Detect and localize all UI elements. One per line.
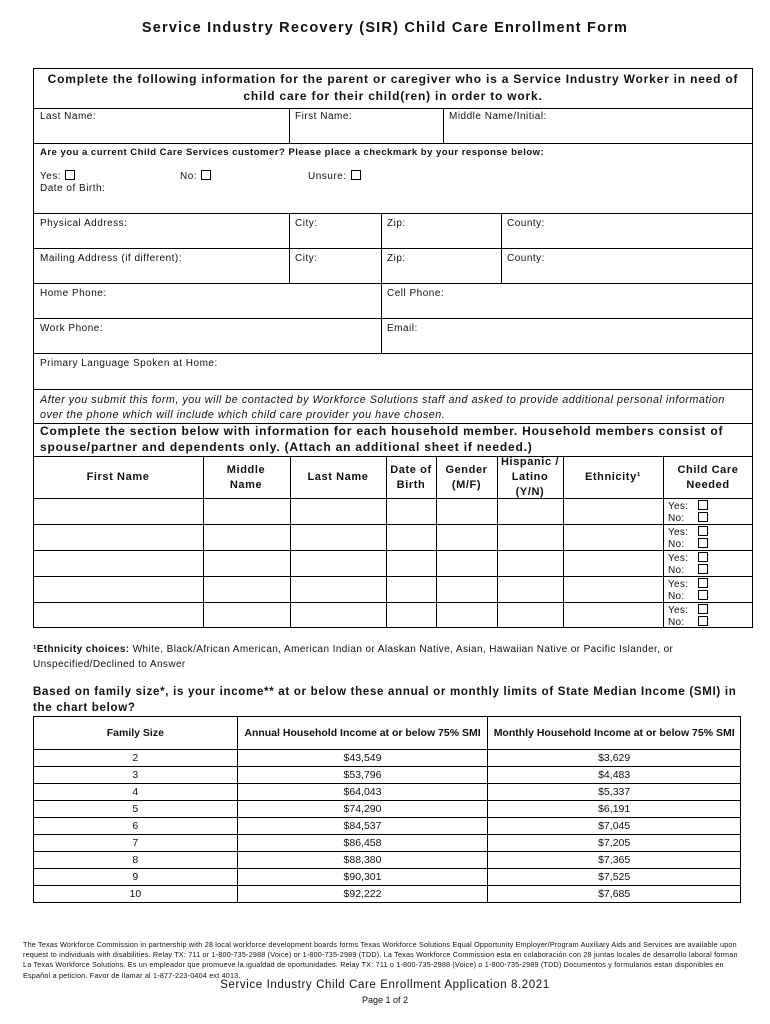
monthly-income-cell: $3,629	[488, 750, 741, 767]
child-care-yes-checkbox[interactable]	[698, 604, 708, 614]
customer-unsure-option[interactable]	[308, 170, 361, 182]
divider	[663, 456, 664, 628]
divider	[497, 456, 498, 628]
child-care-yes-option[interactable]	[668, 604, 708, 616]
col-child-care-needed: Child Care Needed	[677, 463, 739, 491]
col-date-of-birth: Date of Birth	[390, 463, 432, 491]
annual-income-cell: $43,549	[237, 750, 488, 767]
income-table-row	[34, 852, 741, 869]
household-instructions: Complete the section below with information for each household member. Household members consist of spouse/partner and dependents only. (Attach an additional sheet if needed.)	[40, 424, 724, 454]
primary-language-field[interactable]: Primary Language Spoken at Home:	[40, 358, 218, 369]
income-table-row	[34, 767, 741, 784]
income-table-row	[34, 784, 741, 801]
child-care-yes-option[interactable]	[668, 552, 708, 564]
child-care-no-option[interactable]	[668, 538, 708, 550]
family-size-cell: 5	[34, 801, 238, 818]
divider	[501, 213, 502, 283]
monthly-income-cell: $7,045	[488, 818, 741, 835]
child-care-no-option[interactable]	[668, 512, 708, 524]
ethnicity-note	[33, 642, 733, 672]
mailing-address-field[interactable]: Mailing Address (if different):	[40, 253, 183, 264]
mailing-city-field[interactable]: City:	[295, 253, 318, 264]
divider	[33, 524, 753, 525]
child-care-yes-option[interactable]	[668, 578, 708, 590]
monthly-income-cell: $7,365	[488, 852, 741, 869]
divider	[381, 283, 382, 353]
child-care-no-checkbox[interactable]	[698, 538, 708, 548]
footer-disclaimer: The Texas Workforce Commission in partnership with 28 local workforce development boards forms Texas Workforce Solutions Equal Opportunity Employer/Program Auxiliary Aids and Services are available upon request to individuals with disabilities. Relay TX: 711 or 1-800-735-2988 (Voice) or 1-800-735-2989 (TDD). La Texas Workforce Commission esta en colaboración con 28 juntas locales de desarrollo laboral forman La Texas Workforce Solutions. Es un empleador que promueve la igualdad de oportunidades. Relay TX: 711 o 1-800-735-2988 (Voice) o 1-800-735-2989 (TDD) Documentos y formularios estan disponibles en Español a peticion. Favor de llamar al 1-877-223-0404 ext 4013.	[23, 940, 738, 980]
child-care-no-option[interactable]	[668, 616, 708, 628]
family-size-cell: 4	[34, 784, 238, 801]
monthly-income-header: Monthly Household Income at or below 75% SMI	[488, 717, 741, 750]
email-field[interactable]: Email:	[387, 323, 418, 334]
income-table-row	[34, 869, 741, 886]
page-number: Page 1 of 2	[361, 995, 409, 1005]
home-phone-field[interactable]: Home Phone:	[40, 288, 107, 299]
divider	[33, 213, 753, 214]
family-size-cell: 6	[34, 818, 238, 835]
no-label: No:	[668, 617, 685, 628]
divider	[33, 353, 753, 354]
annual-income-cell: $88,380	[237, 852, 488, 869]
child-care-yes-option[interactable]	[668, 526, 708, 538]
work-phone-field[interactable]: Work Phone:	[40, 323, 104, 334]
child-care-no-option[interactable]	[668, 590, 708, 602]
child-care-yes-checkbox[interactable]	[698, 500, 708, 510]
income-question: Based on family size*, is your income** at or below these annual or monthly limits of State Median Income (SMI) in the chart below?	[33, 686, 737, 714]
family-size-cell: 2	[34, 750, 238, 767]
yes-label: Yes:	[668, 553, 689, 564]
col-middle-name: Middle Name	[226, 463, 266, 491]
child-care-yes-checkbox[interactable]	[698, 578, 708, 588]
applicant-intro: Complete the following information for the parent or caregiver who is a Service Industry Worker in need of child care for their child(ren) in order to work.	[47, 72, 739, 103]
divider	[33, 318, 753, 319]
form-identifier: Service Industry Child Care Enrollment Application 8.2021	[220, 979, 550, 991]
family-size-cell: 7	[34, 835, 238, 852]
child-care-no-option[interactable]	[668, 564, 708, 576]
mailing-county-field[interactable]: County:	[507, 253, 545, 264]
physical-address-field[interactable]: Physical Address:	[40, 218, 128, 229]
child-care-yes-checkbox[interactable]	[698, 526, 708, 536]
child-care-no-checkbox[interactable]	[698, 564, 708, 574]
income-table-row	[34, 750, 741, 767]
divider	[33, 283, 753, 284]
annual-income-cell: $84,537	[237, 818, 488, 835]
annual-income-cell: $90,301	[237, 869, 488, 886]
monthly-income-cell: $5,337	[488, 784, 741, 801]
child-care-no-checkbox[interactable]	[698, 590, 708, 600]
divider	[33, 248, 753, 249]
monthly-income-cell: $7,525	[488, 869, 741, 886]
cell-phone-field[interactable]: Cell Phone:	[387, 288, 445, 299]
last-name-field[interactable]: Last Name:	[40, 111, 97, 122]
family-size-cell: 9	[34, 869, 238, 886]
no-label: No:	[668, 513, 685, 524]
contact-note: After you submit this form, you will be contacted by Workforce Solutions staff and asked to provide additional personal information over the phone which will include which child care provider you have chosen.	[40, 394, 725, 421]
child-care-no-checkbox[interactable]	[698, 616, 708, 626]
annual-income-header: Annual Household Income at or below 75% SMI	[237, 717, 488, 750]
yes-label: Yes:	[40, 171, 62, 182]
no-label: No:	[668, 539, 685, 550]
no-label: No:	[668, 565, 685, 576]
middle-name-field[interactable]: Middle Name/Initial:	[449, 111, 547, 122]
no-label: No:	[668, 591, 685, 602]
divider	[33, 602, 753, 603]
customer-yes-option[interactable]	[40, 170, 75, 182]
yes-label: Yes:	[668, 579, 689, 590]
income-table-row	[34, 801, 741, 818]
ethnicity-note-label: ¹Ethnicity choices:	[33, 644, 130, 655]
divider	[33, 498, 753, 499]
yes-label: Yes:	[668, 501, 689, 512]
divider	[289, 108, 290, 143]
child-care-no-checkbox[interactable]	[698, 512, 708, 522]
monthly-income-cell: $4,483	[488, 767, 741, 784]
yes-label: Yes:	[668, 605, 689, 616]
ethnicity-note-text: White, Black/African American, American Indian or Alaskan Native, Asian, Hawaiian Native or Pacific Islander, or Unspecified/Declined to Answer	[33, 644, 674, 670]
monthly-income-cell: $7,205	[488, 835, 741, 852]
divider	[33, 389, 753, 390]
family-size-cell: 3	[34, 767, 238, 784]
divider	[563, 456, 564, 628]
no-label: No:	[180, 171, 198, 182]
divider	[386, 456, 387, 628]
col-hispanic: Hispanic / Latino (Y/N)	[501, 456, 559, 498]
annual-income-cell: $53,796	[237, 767, 488, 784]
divider	[33, 108, 753, 109]
divider	[33, 143, 753, 144]
income-table-header	[34, 717, 741, 750]
customer-question: Are you a current Child Care Services customer? Please place a checkmark by your response below:	[40, 147, 545, 158]
annual-income-cell: $92,222	[237, 886, 488, 903]
monthly-income-cell: $7,685	[488, 886, 741, 903]
monthly-income-cell: $6,191	[488, 801, 741, 818]
no-checkbox[interactable]	[201, 170, 211, 180]
divider	[203, 456, 204, 628]
divider	[443, 108, 444, 143]
yes-checkbox[interactable]	[65, 170, 75, 180]
family-size-cell: 10	[34, 886, 238, 903]
divider	[33, 576, 753, 577]
physical-county-field[interactable]: County:	[507, 218, 545, 229]
date-of-birth-field[interactable]: Date of Birth:	[40, 183, 106, 194]
unsure-label: Unsure:	[308, 171, 347, 182]
physical-city-field[interactable]: City:	[295, 218, 318, 229]
annual-income-cell: $64,043	[237, 784, 488, 801]
mailing-zip-field[interactable]: Zip:	[387, 253, 406, 264]
col-ethnicity: Ethnicity¹	[584, 471, 642, 483]
divider	[381, 213, 382, 283]
first-name-field[interactable]: First Name:	[295, 111, 353, 122]
col-first-name: First Name	[86, 471, 150, 483]
col-gender: Gender (M/F)	[445, 463, 488, 491]
physical-zip-field[interactable]: Zip:	[387, 218, 406, 229]
income-table-row	[34, 886, 741, 903]
family-size-header: Family Size	[34, 717, 238, 750]
divider	[33, 550, 753, 551]
unsure-checkbox[interactable]	[351, 170, 361, 180]
divider	[289, 213, 290, 283]
annual-income-cell: $74,290	[237, 801, 488, 818]
child-care-yes-checkbox[interactable]	[698, 552, 708, 562]
divider	[436, 456, 437, 628]
form-title: Service Industry Recovery (SIR) Child Care Enrollment Form	[141, 20, 629, 36]
income-table	[33, 716, 741, 903]
family-size-cell: 8	[34, 852, 238, 869]
annual-income-cell: $86,458	[237, 835, 488, 852]
income-table-row	[34, 835, 741, 852]
child-care-yes-option[interactable]	[668, 500, 708, 512]
yes-label: Yes:	[668, 527, 689, 538]
col-last-name: Last Name	[307, 471, 369, 483]
customer-no-option[interactable]	[180, 170, 211, 182]
income-table-row	[34, 818, 741, 835]
